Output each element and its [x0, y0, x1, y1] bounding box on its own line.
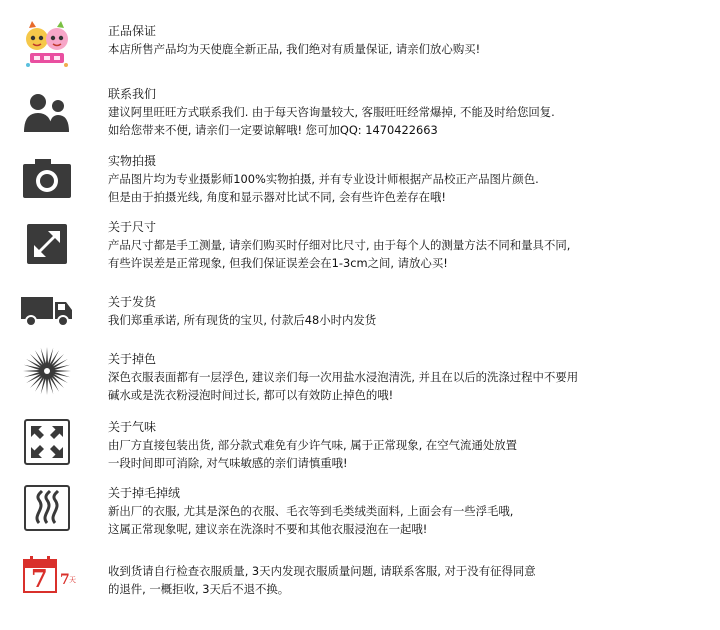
calendar-small-label: 天 — [69, 576, 76, 584]
policy-line: 碱水或是洗衣粉浸泡时间过长, 都可以有效防止掉色的哦! — [108, 388, 394, 402]
policy-line: 产品图片均为专业摄影师100%实物拍摄, 并有专业设计师根据产品校正产品图片颜色. — [108, 172, 539, 186]
policy-title: 关于气味 — [108, 420, 157, 434]
policy-text — [108, 484, 708, 538]
policy-line: 有些许误差是正常现象, 但我们保证误差会在1-3cm之间, 请放心买! — [108, 256, 448, 270]
policy-title: 关于尺寸 — [108, 220, 157, 234]
calendar-7-days-icon — [22, 554, 78, 596]
policy-text — [108, 22, 708, 58]
policy-line: 新出厂的衣服, 尤其是深色的衣服、毛衣等到毛类绒类面料, 上面会有一些浮毛哦, — [108, 504, 514, 518]
starburst-icon — [20, 344, 74, 398]
policy-line: 一段时间即可消除, 对气味敏感的亲们请慎重哦! — [108, 456, 348, 470]
policy-line: 本店所售产品均为天使鹿全新正品, 我们绝对有质量保证, 请亲们放心购买! — [108, 42, 481, 56]
policy-line: 的退件, 一概拒收, 3天后不退不换。 — [108, 582, 290, 596]
policy-text — [108, 152, 708, 206]
policy-line: 建议阿里旺旺方式联系我们. 由于每天咨询量较大, 客服旺旺经常爆掉, 不能及时给您回复. — [108, 105, 555, 119]
policy-title: 关于发货 — [108, 295, 157, 309]
policy-text — [108, 293, 708, 329]
policy-text — [108, 350, 708, 404]
delivery-truck-icon — [20, 287, 74, 335]
policy-line: 我们郑重承诺, 所有现货的宝贝, 付款后48小时内发货 — [108, 313, 377, 327]
wavy-lines-icon — [20, 484, 74, 532]
policy-title: 正品保证 — [108, 24, 157, 38]
policy-line: 收到货请自行检查衣服质量, 3天内发现衣服质量问题, 请联系客服, 对于没有征得同意 — [108, 564, 536, 578]
policy-text — [108, 85, 708, 139]
policy-line: 但是由于拍摄光线, 角度和显示器对比试不同, 会有些许色差存在哦! — [108, 190, 446, 204]
policy-title: 关于掉毛掉绒 — [108, 486, 181, 500]
people-icon — [20, 89, 74, 137]
calendar-small-number: 7 — [60, 572, 70, 588]
resize-arrow-icon — [20, 220, 74, 268]
policy-text — [108, 218, 708, 272]
policy-line: 如给您带来不便, 请亲们一定要谅解哦! 您可加QQ: 1470422663 — [108, 123, 438, 137]
cartoon-mascot-logo-icon — [20, 22, 74, 70]
camera-icon — [20, 154, 74, 202]
expand-arrows-icon — [20, 418, 74, 466]
policy-line: 深色衣服表面都有一层浮色, 建议亲们每一次用盐水浸泡清洗, 并且在以后的洗涤过程中不要用 — [108, 370, 579, 384]
policy-line: 这属正常现象呢, 建议亲在洗涤时不要和其他衣服浸泡在一起哦! — [108, 522, 428, 536]
calendar-day-number: 7 — [31, 564, 48, 593]
policy-text — [108, 562, 708, 598]
policy-title: 关于掉色 — [108, 352, 157, 366]
policy-title: 联系我们 — [108, 87, 157, 101]
policy-text — [108, 418, 708, 472]
policy-line: 产品尺寸都是手工测量, 请亲们购买时仔细对比尺寸, 由于每个人的测量方法不同和量具不同, — [108, 238, 571, 252]
policy-line: 由厂方直接包装出货, 部分款式难免有少许气味, 属于正常现象, 在空气流通处放置 — [108, 438, 518, 452]
policy-title: 实物拍摄 — [108, 154, 157, 168]
